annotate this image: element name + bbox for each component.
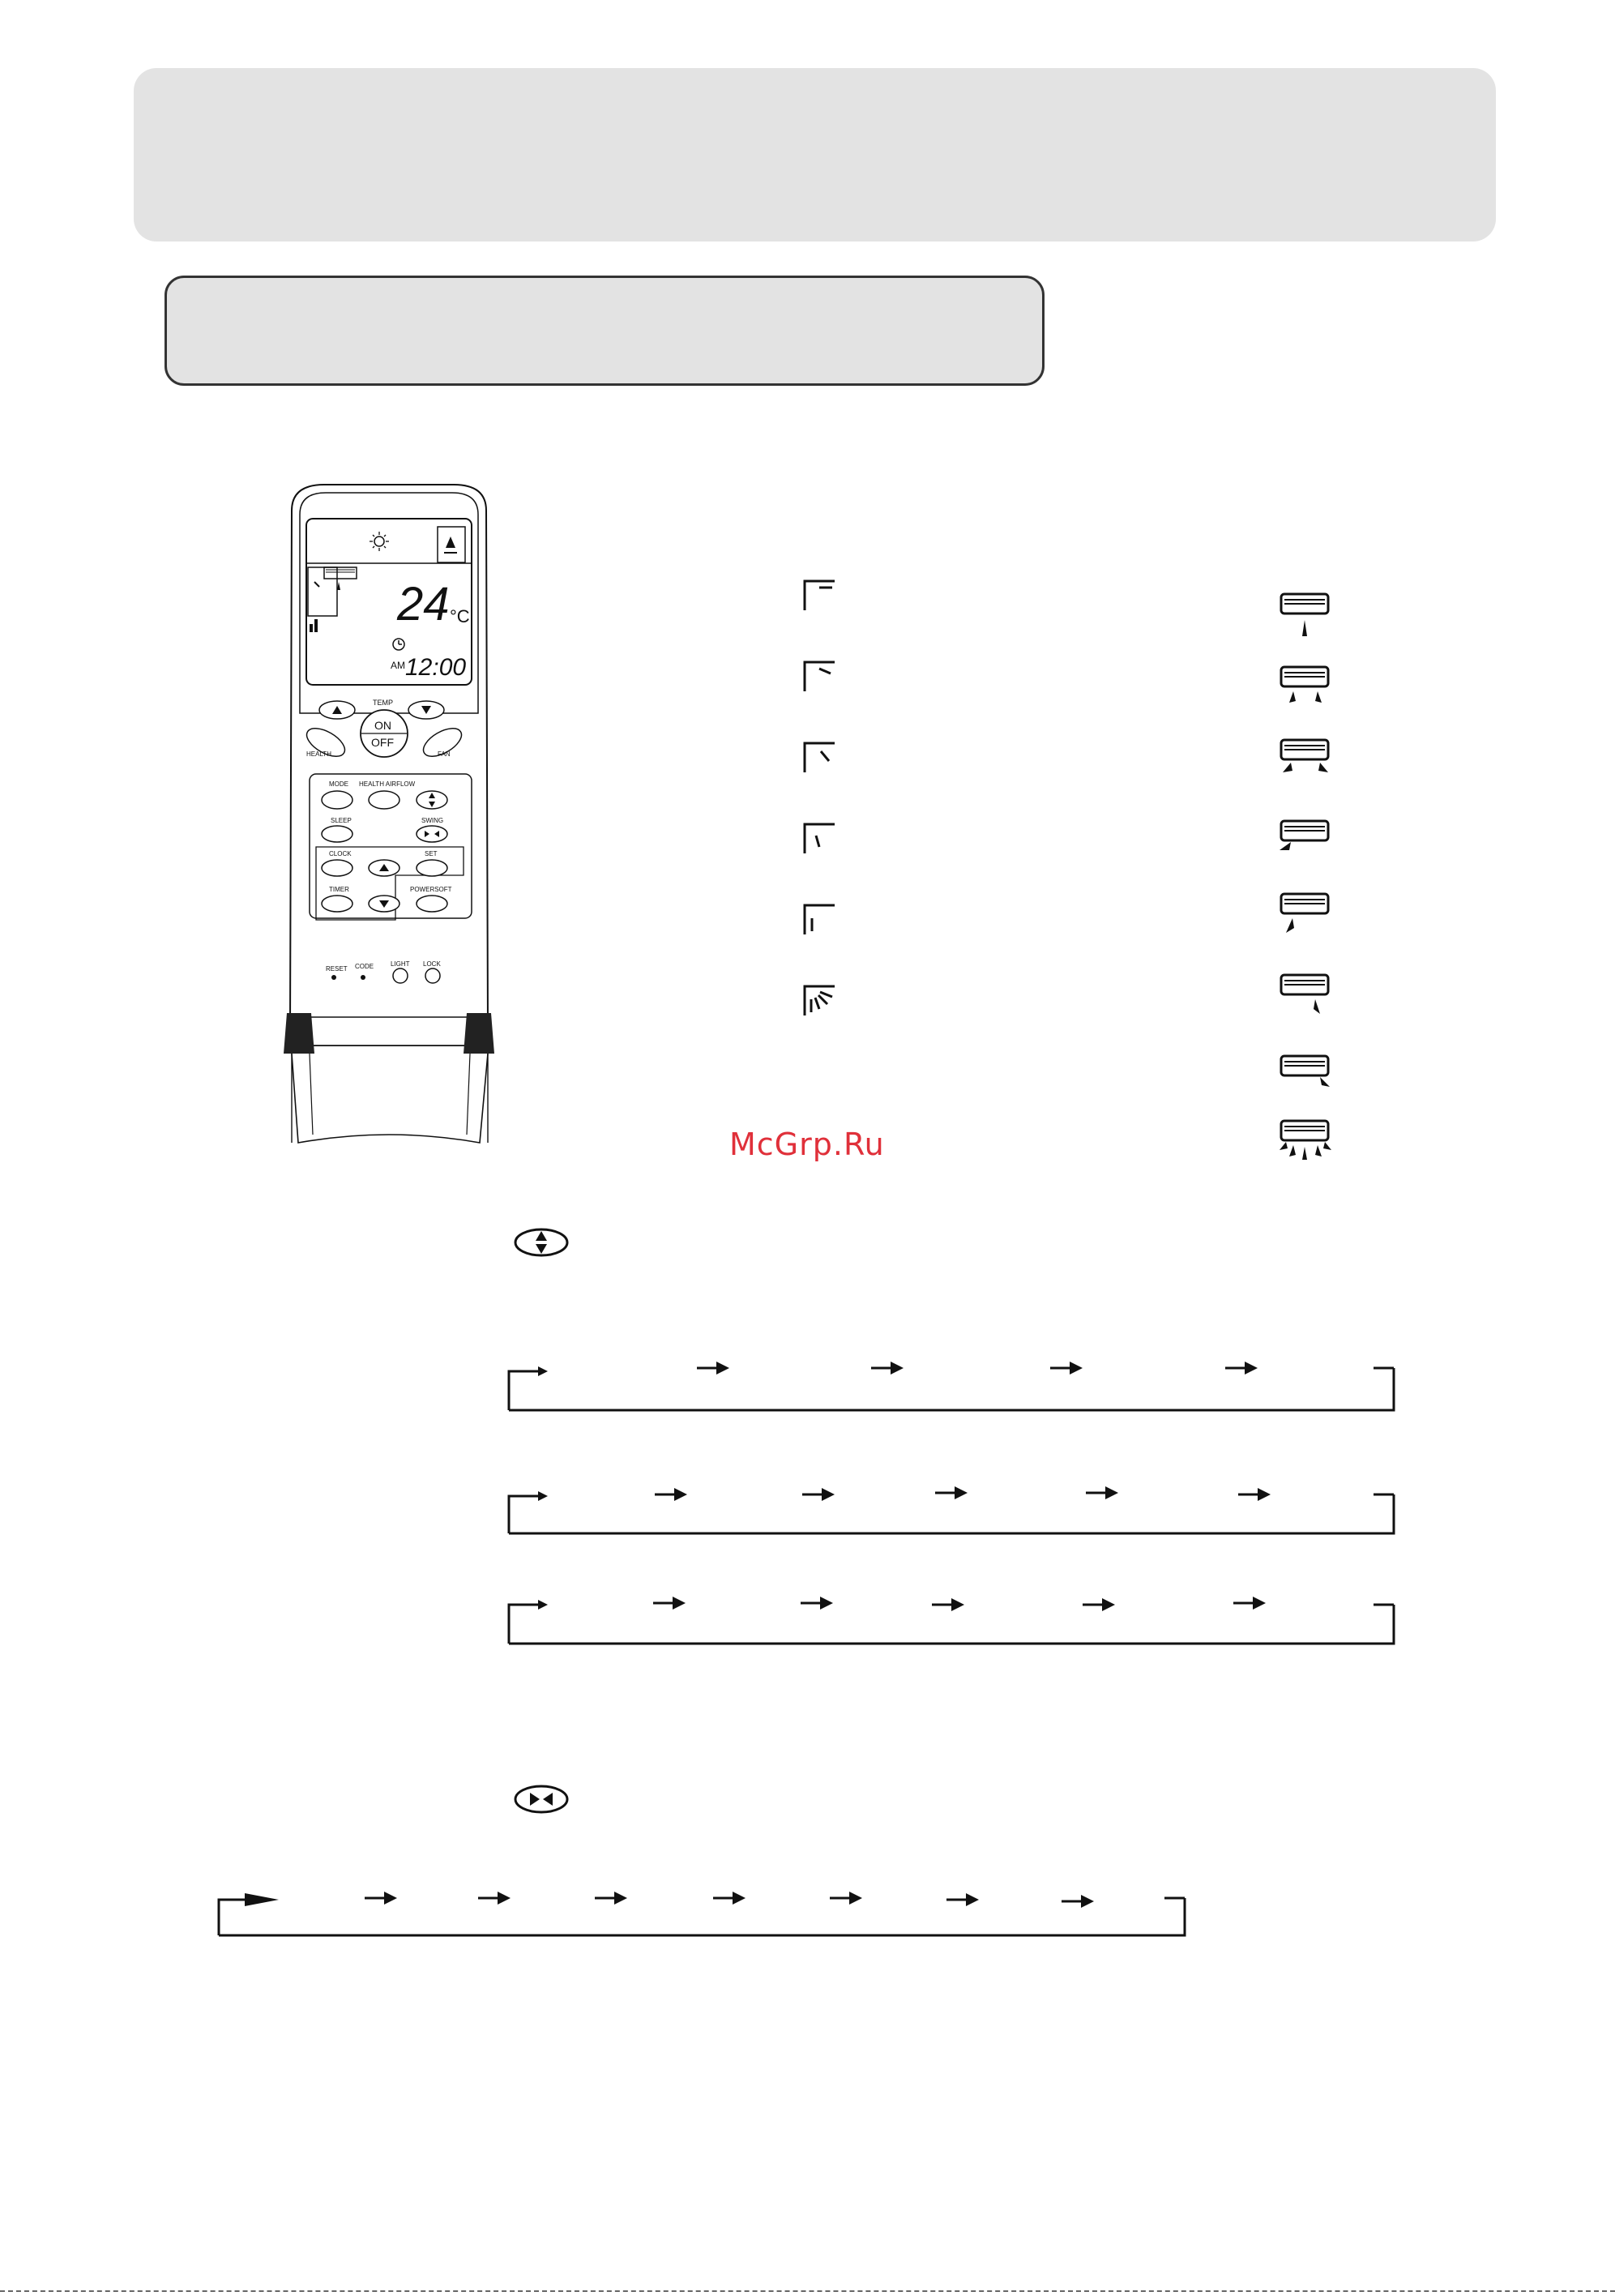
powersoft-label: POWERSOFT <box>410 886 452 893</box>
louver-pos-3-icon <box>805 743 835 772</box>
left-right-swing-icon <box>513 1783 570 1815</box>
louver-pos-4-icon <box>805 824 835 853</box>
light-button[interactable] <box>393 968 408 983</box>
powersoft-button[interactable] <box>417 896 447 912</box>
cycle-arrow <box>1050 1362 1083 1375</box>
cycle-arrow <box>713 1892 746 1905</box>
health-airflow-button[interactable] <box>369 791 399 809</box>
cycle-arrow <box>655 1488 687 1501</box>
louver-pos-5-icon <box>805 905 835 934</box>
set-label: SET <box>425 850 438 857</box>
clock-time: 12:00 <box>405 654 467 681</box>
fan-label: FAN <box>438 750 451 758</box>
timer-button[interactable] <box>322 896 352 912</box>
louver-pos-2-icon <box>805 662 835 691</box>
swing-button[interactable] <box>417 826 447 842</box>
remote-control <box>276 478 502 1151</box>
health-label: HEALTH <box>306 750 331 758</box>
clock-label: CLOCK <box>329 850 352 857</box>
mode-button[interactable] <box>322 791 352 809</box>
timer-label: TIMER <box>329 886 349 893</box>
health-airflow-label: HEALTH AIRFLOW <box>359 780 416 788</box>
airflow-cycle-1 <box>502 1353 1398 1418</box>
cycle-arrow <box>1086 1486 1118 1499</box>
cycle-arrow <box>802 1488 835 1501</box>
cycle-arrow <box>1062 1895 1094 1908</box>
sleep-label: SLEEP <box>331 817 352 824</box>
cycle-arrow <box>697 1362 729 1375</box>
temp-label: TEMP <box>373 699 394 707</box>
up-down-airflow-icon <box>513 1226 570 1259</box>
cycle-arrow <box>595 1892 627 1905</box>
light-label: LIGHT <box>391 960 410 968</box>
header-band <box>134 68 1496 242</box>
cycle-arrow <box>365 1892 397 1905</box>
unit-airflow-4-icon <box>1280 821 1328 850</box>
cycle-arrow <box>1233 1597 1266 1610</box>
page-bottom-rule <box>0 2290 1615 2292</box>
cycle-arrow <box>801 1597 833 1610</box>
unit-airflow-1-icon <box>1281 594 1328 636</box>
unit-airflow-8-icon <box>1280 1121 1331 1160</box>
watermark: McGrp.Ru <box>729 1127 885 1162</box>
reset-button[interactable] <box>331 975 336 980</box>
cycle-arrow <box>1225 1362 1258 1375</box>
code-label: CODE <box>355 963 374 970</box>
cycle-arrow <box>1238 1488 1271 1501</box>
louver-pos-1-icon <box>805 581 835 610</box>
on-label: ON <box>374 719 391 732</box>
unit-airflow-2-icon <box>1281 667 1328 703</box>
cycle-arrow <box>830 1892 862 1905</box>
cycle-arrow <box>932 1598 964 1611</box>
lock-button[interactable] <box>425 968 440 983</box>
code-button[interactable] <box>361 975 365 980</box>
lock-label: LOCK <box>423 960 441 968</box>
unit-airflow-6-icon <box>1281 975 1328 1014</box>
unit-airflow-5-icon <box>1281 894 1328 933</box>
set-button[interactable] <box>417 860 447 876</box>
louver-auto-icon <box>805 986 835 1015</box>
louver-icons-column <box>798 571 847 1025</box>
cycle-arrow <box>871 1362 904 1375</box>
cycle-arrow <box>653 1597 686 1610</box>
airflow-cycle-3 <box>502 1587 1398 1652</box>
sleep-button[interactable] <box>322 826 352 842</box>
off-label: OFF <box>371 736 394 749</box>
airflow-cycle-2 <box>502 1477 1398 1541</box>
mode-label: MODE <box>329 780 348 788</box>
unit-airflow-icons-column <box>1268 588 1341 1139</box>
temp-unit: °C <box>450 606 470 626</box>
cycle-arrow <box>946 1893 979 1906</box>
section-title-box <box>164 276 1045 386</box>
unit-airflow-7-icon <box>1281 1056 1330 1087</box>
cycle-arrow <box>935 1486 968 1499</box>
temperature-display: 24 <box>397 578 450 631</box>
cycle-arrow <box>478 1892 511 1905</box>
clock-button[interactable] <box>322 860 352 876</box>
swing-label: SWING <box>421 817 444 824</box>
swing-cycle <box>212 1882 1189 1940</box>
reset-label: RESET <box>326 965 348 973</box>
cycle-arrow <box>1083 1598 1115 1611</box>
unit-airflow-3-icon <box>1281 740 1328 772</box>
clock-period: AM <box>391 660 405 671</box>
